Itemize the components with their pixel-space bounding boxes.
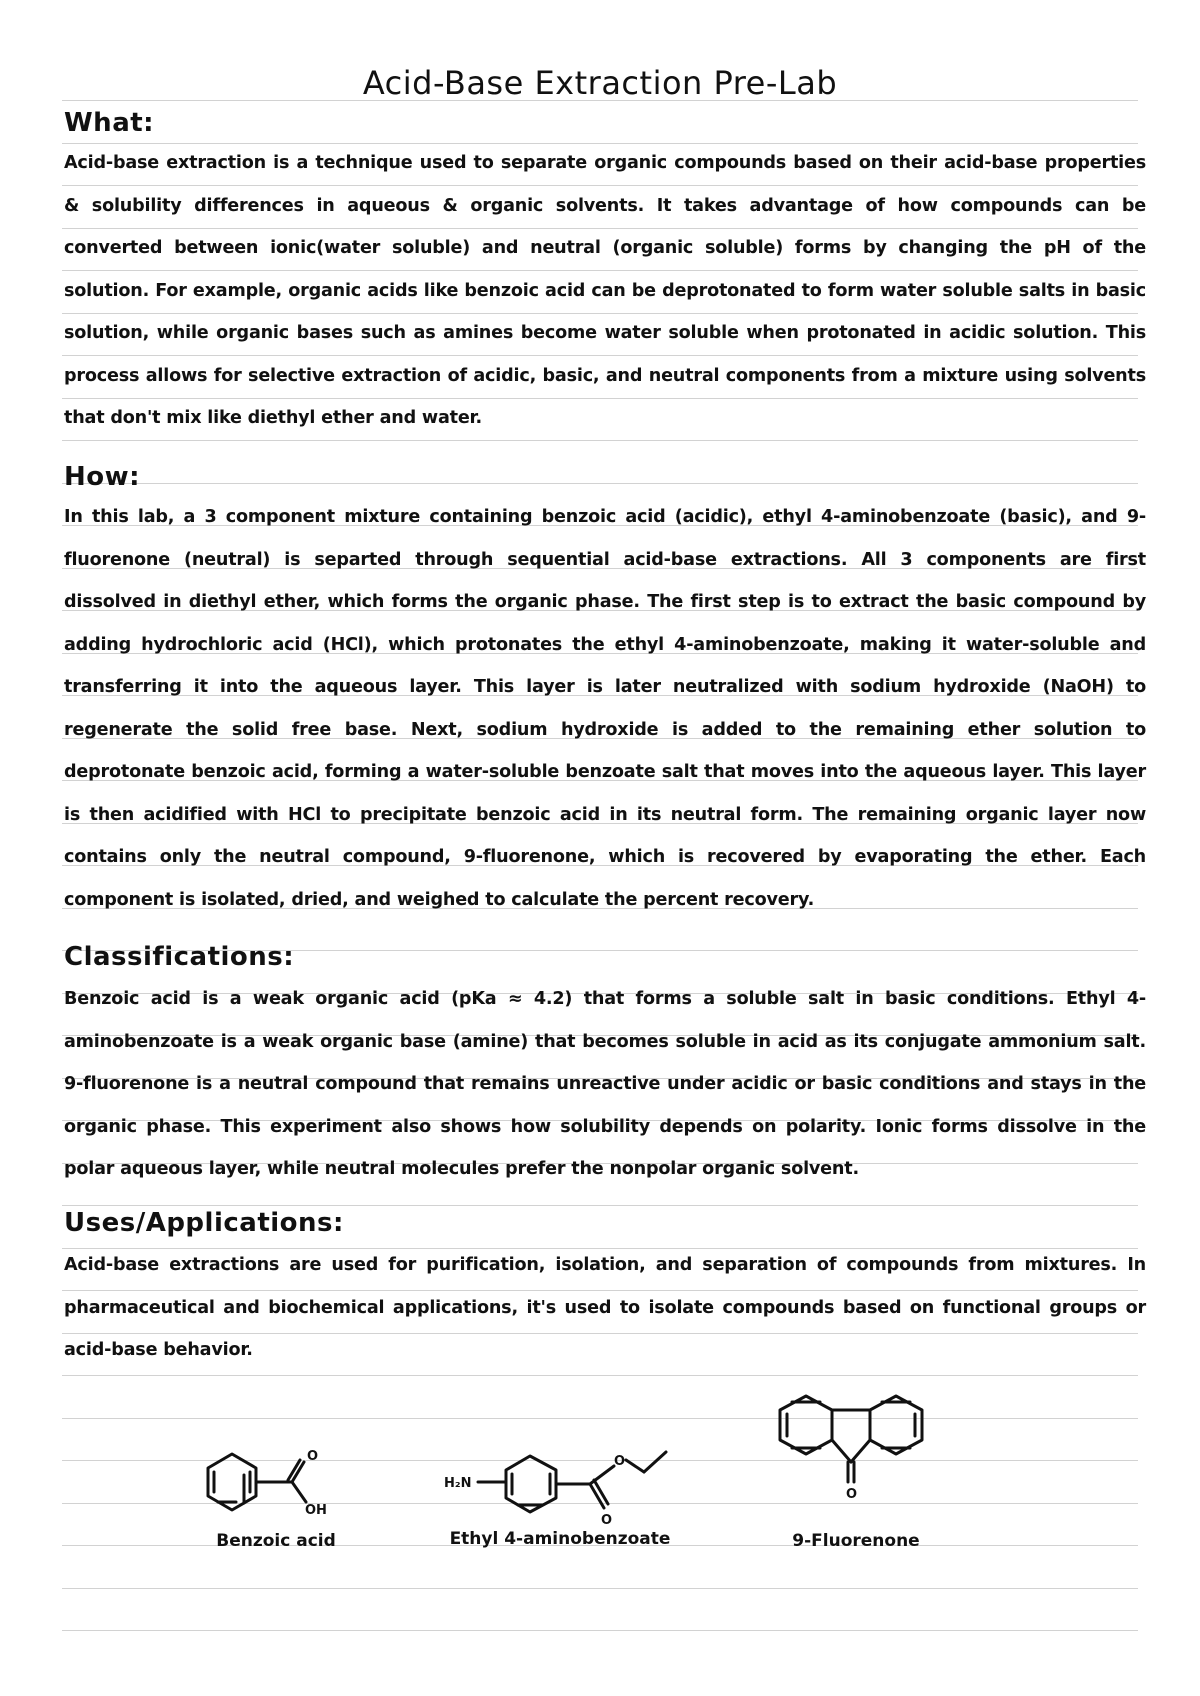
- benzoic-acid-label: Benzoic acid: [216, 1531, 336, 1551]
- benzoic-acid-hydroxyl: OH: [305, 1503, 327, 1518]
- section-body-how: In this lab, a 3 component mixture containing benzoic acid (acidic), ethyl 4-aminobenzoate (basic), and 9-fluorenone (neutral) is separted through sequential acid-base extractions. All 3 components are first dissolved in diethyl ether, which forms the organic phase. The first step is to extract the basic compound by adding hydrochloric acid (HCl), which protonates the ethyl 4-aminobenzoate, making it water-soluble and transferring it into the aqueous layer. This layer is later neutralized with sodium hydroxide (NaOH) to regenerate the solid free base. Next, sodium hydroxide is added to the remaining ether solution to deprotonate benzoic acid, forming a water-soluble benzoate salt that moves into the aqueous layer. This layer is then acidified with HCl to precipitate benzoic acid in its neutral form. The remaining organic layer now contains only the neutral compound, 9-fluorenone, which is recovered by evaporating the ether. Each component is isolated, dried, and weighed to calculate the percent recovery.: [64, 507, 1146, 910]
- section-heading-classifications: Classifications:: [64, 942, 295, 972]
- section-body-what: Acid-base extraction is a technique used to separate organic compounds based on their acid-base properties & solubility differences in aqueous & organic solvents. It takes advantage of how compounds can be converted between ionic(water soluble) and neutral (organic soluble) forms by changing the pH of the solution. For example, organic acids like benzoic acid can be deprotonated to form water soluble salts in basic solution, while organic bases such as amines become water soluble when protonated in acidic solution. This process allows for selective extraction of acidic, basic, and neutral components from a mixture using solvents that don't mix like diethyl ether and water.: [64, 153, 1146, 428]
- ethyl-aminobenzoate-ester-o: O: [614, 1454, 626, 1469]
- section-heading-how: How:: [64, 462, 141, 492]
- section-heading-what: What:: [64, 108, 155, 138]
- section-body-classifications: Benzoic acid is a weak organic acid (pKa ≈ 4.2) that forms a soluble salt in basic conditions. Ethyl 4-aminobenzoate is a weak organic base (amine) that becomes soluble in acid as its conjugate ammonium salt. 9-fluorenone is a neutral compound that remains unreactive under acidic or basic conditions and stays in the organic phase. This experiment also shows how solubility depends on polarity. Ionic forms dissolve in the polar aqueous layer, while neutral molecules prefer the nonpolar organic solvent.: [64, 989, 1146, 1179]
- benzoic-acid-structure: [208, 1454, 306, 1510]
- section-heading-uses: Uses/Applications:: [64, 1208, 344, 1238]
- ethyl-aminobenzoate-label: Ethyl 4-aminobenzoate: [449, 1529, 671, 1549]
- fluorenone-structure: [780, 1396, 922, 1482]
- ethyl-aminobenzoate-structure: [478, 1452, 666, 1512]
- benzoic-acid-carbonyl-o: O: [307, 1449, 319, 1464]
- page-title: Acid-Base Extraction Pre-Lab: [362, 64, 838, 102]
- ethyl-aminobenzoate-carbonyl-o: O: [601, 1513, 613, 1528]
- fluorenone-carbonyl-o: O: [846, 1487, 858, 1502]
- section-body-uses: Acid-base extractions are used for purification, isolation, and separation of compounds from mixtures. In pharmaceutical and biochemical applications, it's used to isolate compounds based on functional groups or acid-base behavior.: [64, 1255, 1146, 1360]
- ethyl-aminobenzoate-amine: H₂N: [444, 1476, 472, 1491]
- fluorenone-label: 9-Fluorenone: [792, 1531, 920, 1551]
